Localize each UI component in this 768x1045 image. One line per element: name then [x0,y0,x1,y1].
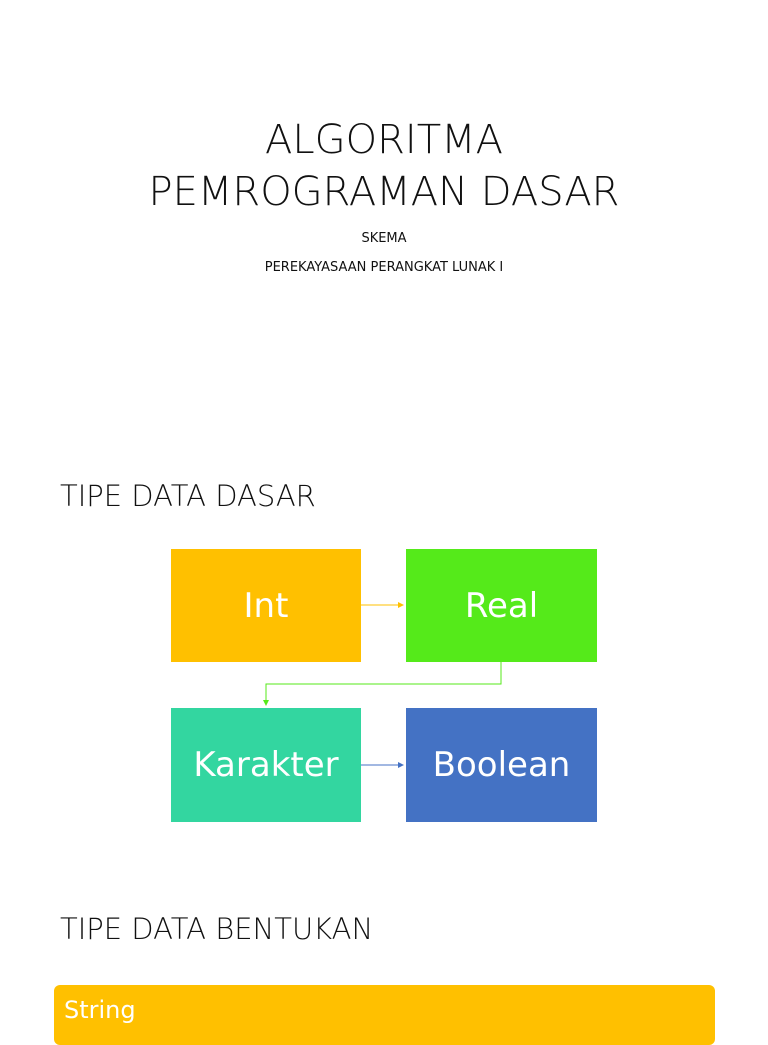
type-box-int: Int [171,549,361,662]
title-line-2: PEMROGRAMAN DASAR [148,169,620,215]
subtitle-line-1: SKEMA [361,231,407,246]
title-line-1: ALGORITMA [264,117,504,163]
arrow-int-to-real [361,602,404,608]
section-heading-basic: TIPE DATA DASAR [60,479,316,513]
arrow-karakter-to-boolean [361,762,404,768]
type-box-real: Real [406,549,597,662]
subtitle-line-2: PEREKAYASAAN PERANGKAT LUNAK I [264,260,504,275]
type-box-karakter: Karakter [171,708,361,822]
arrow-real-to-karakter [263,662,501,706]
type-bar-string: String [54,985,715,1045]
section-heading-composite: TIPE DATA BENTUKAN [60,912,374,946]
type-box-boolean: Boolean [406,708,597,822]
